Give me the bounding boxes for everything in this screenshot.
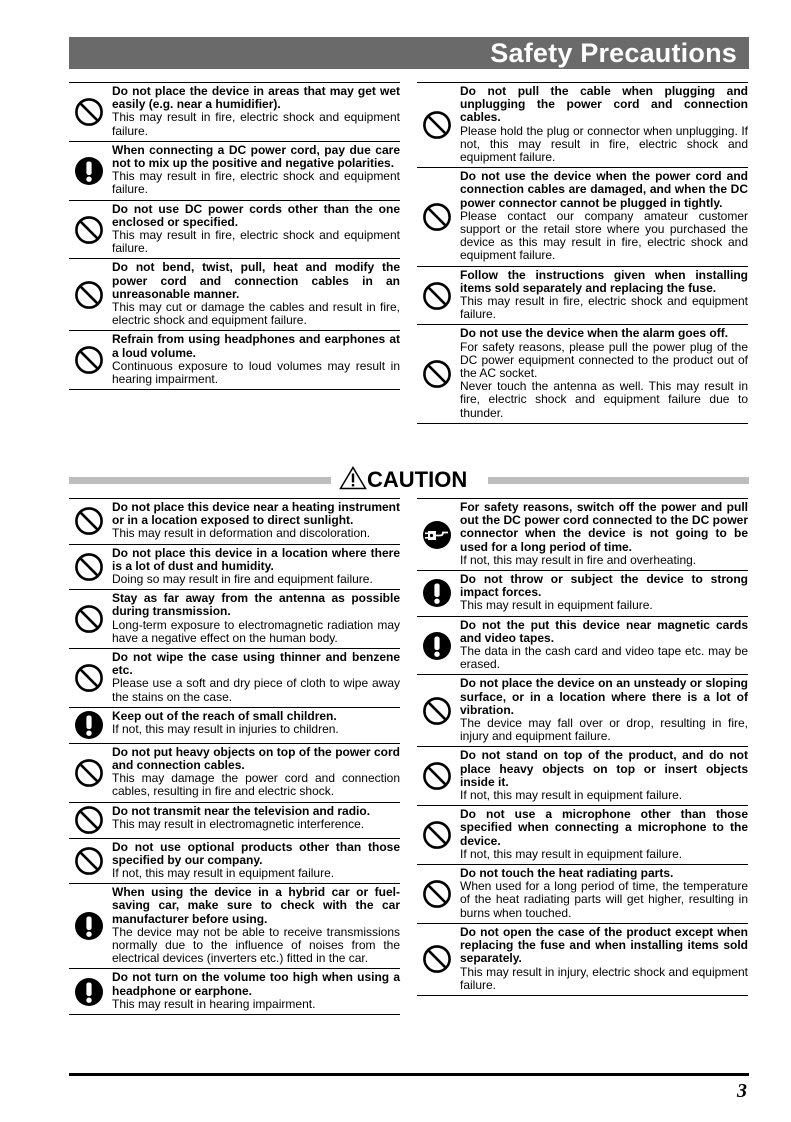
- precaution-body: [460, 210, 748, 263]
- precaution-body: [112, 170, 400, 196]
- prohibit-icon: [422, 879, 452, 909]
- mandatory-icon: [74, 911, 104, 941]
- precaution-item: [417, 805, 748, 864]
- precaution-title: Do not put heavy objects on top of the power cord and connection cables.: [112, 744, 400, 773]
- precaution-title: Do not place this device near a heating instrument or in a location exposed to direct sunlight.: [112, 500, 400, 528]
- precaution-title: Do not use the device when the power cord and connection cables are damaged, and when the DC power connector cannot be plugged in tightly.: [460, 169, 748, 210]
- precaution-body: [112, 301, 400, 327]
- precaution-title: When connecting a DC power cord, pay due care not to mix up the positive and negative polarities.: [112, 142, 400, 171]
- precaution-title: Stay as far away from the antenna as possible during transmission.: [112, 591, 400, 619]
- precaution-body-text: This may result in injury, electric shock and equipment failure.: [460, 964, 748, 992]
- mandatory-icon: [74, 710, 104, 740]
- precaution-title: Do not use optional products other than those specified by our company.: [112, 839, 400, 867]
- precaution-item: [417, 616, 748, 675]
- precaution-title: Follow the instructions given when installing items sold separately and replacing the fuse.: [460, 267, 748, 295]
- prohibit-icon: [74, 805, 104, 835]
- precaution-body-text: This may result in deformation and discoloration.: [112, 526, 371, 541]
- caution-label: [339, 466, 484, 492]
- prohibit-icon: [422, 110, 452, 140]
- precaution-body-text: If not, this may result in equipment failure.: [112, 866, 335, 881]
- precaution-body: [460, 789, 748, 802]
- footer-rule: [69, 1073, 749, 1076]
- unplug-icon: [422, 520, 452, 550]
- caution-column-left: [69, 498, 400, 1015]
- precaution-item: [69, 648, 400, 707]
- prohibit-icon: [74, 846, 104, 876]
- precaution-body-text: When used for a long period of time, the temperature of the heat radiating parts will get higher, resulting in burns when touched.: [460, 879, 748, 920]
- precaution-title: Do not use the device when the alarm goes off.: [460, 326, 729, 341]
- precaution-body: [112, 926, 400, 966]
- caution-header: [69, 466, 749, 492]
- section-header: [69, 37, 749, 69]
- precaution-item: [69, 589, 400, 648]
- precaution-title: Do not touch the heat radiating parts.: [460, 866, 674, 881]
- prohibit-icon: [74, 215, 104, 245]
- prohibit-icon: [422, 281, 452, 311]
- precaution-body-text: Please contact our company amateur customer support or the retail store where you purchased the device as this may result in fire, electric shock and equipment failure.: [460, 208, 748, 263]
- precaution-item: [417, 864, 748, 923]
- precaution-body: [460, 717, 748, 743]
- precaution-body-text: This may damage the power cord and connection cables, resulting in fire and electric shock.: [112, 771, 400, 799]
- precaution-title: Do not transmit near the television and radio.: [112, 803, 371, 818]
- precaution-item: [69, 141, 400, 200]
- precaution-title: Refrain from using headphones and earphones at a loud volume.: [112, 332, 400, 360]
- precaution-body-text: If not, this may result in injuries to children.: [112, 722, 339, 737]
- precaution-body-text: This may result in electromagnetic interference.: [112, 816, 365, 831]
- precaution-body-text: Never touch the antenna as well. This may result in fire, electric shock and equipment failure due to thunder.: [460, 379, 748, 420]
- precaution-item: [69, 544, 400, 590]
- precaution-item: [417, 324, 748, 423]
- precaution-item: [417, 923, 748, 996]
- precaution-body-text: For safety reasons, please pull the power plug of the DC power equipment connected to the product out of the AC socket.: [460, 339, 748, 381]
- caution-column-right: [417, 498, 748, 996]
- warning-column-right: [417, 82, 748, 424]
- precaution-body: [460, 341, 748, 420]
- prohibit-icon: [74, 345, 104, 375]
- precaution-body: [112, 867, 400, 880]
- prohibit-icon: [74, 552, 104, 582]
- precaution-body-text: If not, this may result in equipment failure.: [460, 846, 683, 861]
- precaution-body-text: Please use a soft and dry piece of cloth to wipe away the stains on the case.: [112, 676, 400, 704]
- prohibit-icon: [422, 761, 452, 791]
- precaution-item: [69, 883, 400, 968]
- mandatory-icon: [74, 156, 104, 186]
- precaution-item: [417, 746, 748, 805]
- precaution-body-text: If not, this may result in equipment failure.: [460, 788, 683, 803]
- precaution-body-text: Please hold the plug or connector when unplugging. If not, this may result in fire, electric shock and equipment failure.: [460, 123, 748, 165]
- precaution-title: Do not wipe the case using thinner and benzene etc.: [112, 650, 400, 678]
- precaution-body-text: If not, this may result in fire and overheating.: [460, 552, 697, 567]
- page-title: Safety Precautions: [490, 38, 737, 68]
- mandatory-icon: [74, 977, 104, 1007]
- precaution-item: [69, 707, 400, 743]
- precaution-item: [417, 82, 748, 167]
- precaution-title: Do not place the device on an unsteady or sloping surface, or in a location where there is a lot of vibration.: [460, 676, 748, 717]
- precaution-body: [112, 998, 400, 1011]
- precaution-body: [460, 554, 748, 567]
- precaution-item: [69, 802, 400, 838]
- precaution-body: [460, 966, 748, 992]
- prohibit-icon: [74, 604, 104, 634]
- precaution-body: [460, 295, 748, 321]
- precaution-body-text: The device may fall over or drop, resulting in fire, injury and equipment failure.: [460, 716, 748, 744]
- precaution-body: [112, 111, 400, 137]
- precaution-body: [112, 772, 400, 798]
- precaution-body: [112, 619, 400, 645]
- precaution-title: Keep out of the reach of small children.: [112, 708, 337, 723]
- precaution-body-text: This may result in fire, electric shock and equipment failure.: [112, 169, 400, 197]
- precaution-title: Do not place the device in areas that may get wet easily (e.g. near a humidifier).: [112, 84, 400, 112]
- precaution-body-text: Long-term exposure to electromagnetic radiation may have a negative effect on the human body.: [112, 617, 400, 645]
- precaution-body-text: This may cut or damage the cables and result in fire, electric shock and equipment failure.: [112, 300, 400, 328]
- precaution-body: [112, 229, 400, 255]
- precaution-item: [69, 838, 400, 884]
- precaution-body-text: This may result in hearing impairment.: [112, 996, 316, 1011]
- precaution-item: [417, 498, 748, 570]
- precaution-item: [417, 674, 748, 746]
- precaution-body-text: This may result in fire, electric shock and equipment failure.: [112, 228, 400, 256]
- precaution-body-text: Continuous exposure to loud volumes may result in hearing impairment.: [112, 358, 400, 387]
- precaution-item: [69, 743, 400, 802]
- precaution-body-text: This may result in equipment failure.: [460, 598, 653, 613]
- precaution-title: Do not use a microphone other than those specified when connecting a microphone to the device.: [460, 807, 748, 848]
- precaution-title: Do not bend, twist, pull, heat and modify the power cord and connection cables in an unreasonable manner.: [112, 260, 400, 301]
- precaution-body: [460, 125, 748, 165]
- precaution-item: [69, 258, 400, 330]
- prohibit-icon: [422, 820, 452, 850]
- prohibit-icon: [74, 663, 104, 693]
- precaution-title: Do not stand on top of the product, and do not place heavy objects on top or insert objects inside it.: [460, 748, 748, 789]
- precaution-body: [112, 527, 400, 540]
- precaution-title: For safety reasons, switch off the power and pull out the DC power cord connected to the DC power connector when the device is not going to be used for a long period of time.: [460, 500, 748, 554]
- precaution-title: Do not place this device in a location where there is a lot of dust and humidity.: [112, 545, 400, 573]
- precaution-item: [69, 200, 400, 259]
- precaution-item: [417, 570, 748, 616]
- precaution-title: Do not use DC power cords other than the one enclosed or specified.: [112, 201, 400, 229]
- precaution-body-text: The data in the cash card and video tape etc. may be erased.: [460, 644, 748, 672]
- precaution-body: [460, 645, 748, 671]
- prohibit-icon: [74, 280, 104, 310]
- warning-triangle-icon: [339, 466, 367, 490]
- mandatory-icon: [422, 578, 452, 608]
- precaution-item: [69, 968, 400, 1015]
- precaution-body: [460, 848, 748, 861]
- precaution-body: [112, 723, 400, 736]
- caution-text: CAUTION: [367, 467, 468, 492]
- warning-column-left: [69, 82, 400, 390]
- precaution-item: [69, 82, 400, 141]
- precaution-body: [112, 677, 400, 703]
- precaution-item: [69, 498, 400, 544]
- prohibit-icon: [422, 202, 452, 232]
- precaution-body-text: The device may not be able to receive transmissions normally due to the influence of noises from the electrical devices (inverters etc.) fitted in the car.: [112, 924, 400, 966]
- precaution-body: [112, 360, 400, 386]
- precaution-title: Do not the put this device near magnetic cards and video tapes.: [460, 617, 748, 645]
- prohibit-icon: [74, 97, 104, 127]
- precaution-item: [417, 266, 748, 325]
- precaution-title: Do not pull the cable when plugging and unplugging the power cord and connection cables.: [460, 84, 748, 125]
- page-number: 3: [737, 1080, 747, 1102]
- precaution-item: [69, 330, 400, 390]
- prohibit-icon: [74, 758, 104, 788]
- prohibit-icon: [422, 359, 452, 389]
- precaution-title: When using the device in a hybrid car or fuel-saving car, make sure to check with the car manufacturer before using.: [112, 885, 400, 926]
- precaution-title: Do not throw or subject the device to strong impact forces.: [460, 572, 748, 600]
- prohibit-icon: [422, 944, 452, 974]
- mandatory-icon: [422, 631, 452, 661]
- precaution-body: [112, 573, 400, 586]
- precaution-body-text: This may result in fire, electric shock and equipment failure.: [112, 110, 400, 138]
- precaution-body-text: Doing so may result in fire and equipment failure.: [112, 572, 373, 587]
- precaution-title: Do not turn on the volume too high when using a headphone or earphone.: [112, 970, 400, 998]
- precaution-body-text: This may result in fire, electric shock and equipment failure.: [460, 294, 748, 322]
- caution-rule-left: [69, 477, 331, 484]
- precaution-item: [417, 167, 748, 265]
- precaution-body: [460, 880, 748, 920]
- precaution-title: Do not open the case of the product except when replacing the fuse and when installing items sold separately.: [460, 924, 748, 966]
- precaution-body: [112, 818, 400, 831]
- caution-rule-right: [488, 477, 749, 484]
- precaution-body: [460, 599, 748, 612]
- prohibit-icon: [422, 696, 452, 726]
- prohibit-icon: [74, 506, 104, 536]
